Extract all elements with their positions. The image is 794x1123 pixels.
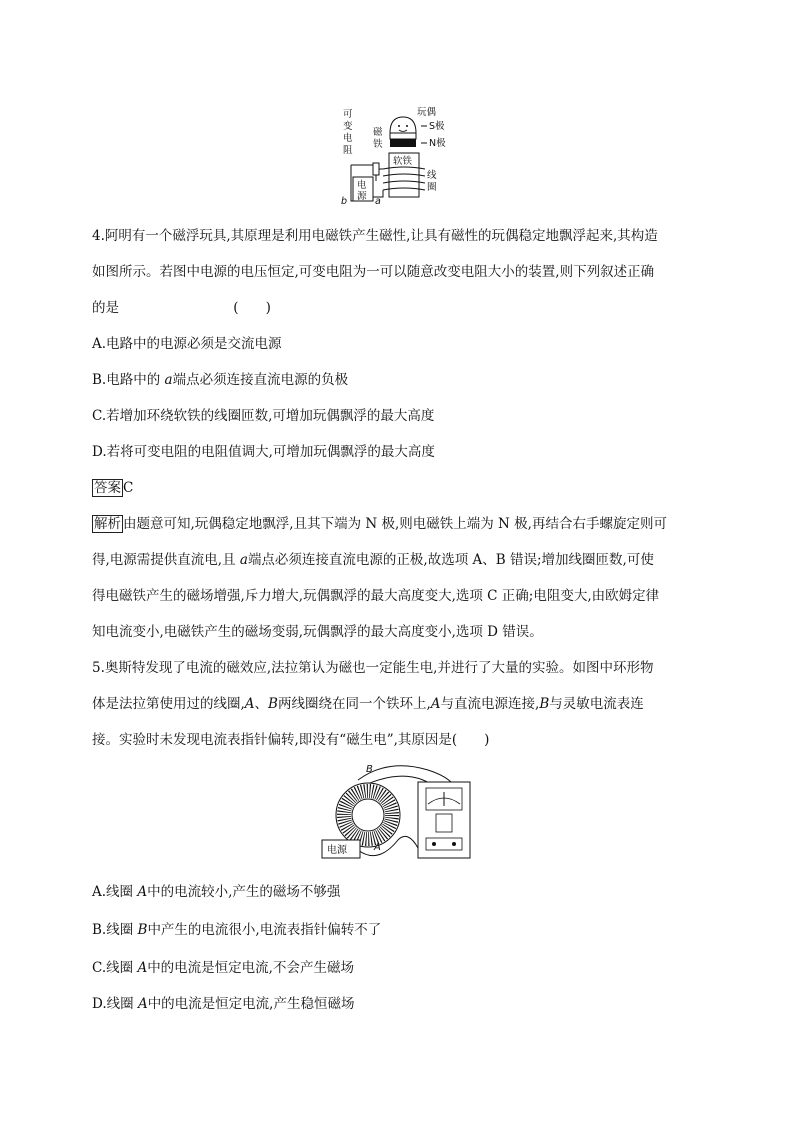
analysis-tag: 解析 — [94, 516, 121, 532]
variable-a: a — [164, 372, 173, 388]
maglev-toy-figure — [335, 105, 475, 205]
faraday-ring-figure — [318, 760, 478, 870]
option-text: B.电路中的 — [92, 372, 165, 388]
terminal-b: b — [341, 196, 348, 205]
answer-tag: 答案 — [94, 480, 121, 496]
q5-stem-line1: 5.奥斯特发现了电流的磁效应,法拉第认为磁也一定能生电,并进行了大量的实验。如图中环形物 — [92, 660, 654, 676]
power-label-char: 电 — [357, 180, 367, 191]
coil-b-ref: B — [268, 696, 278, 712]
option-text: 端点必须连接直流电源的负极 — [172, 372, 349, 388]
coil-a-ref: A — [244, 696, 255, 712]
coil-a-label: A — [374, 842, 381, 853]
power-label: 电源 — [327, 845, 347, 856]
q5-option-a: A.线圈 A中的电流较小,产生的磁场不够强 — [92, 884, 341, 900]
q5-option-c: C.线圈 A中的电流是恒定电流,不会产生磁场 — [92, 960, 354, 976]
coil-b-ref: B — [539, 696, 550, 712]
q4-stem-line3 — [92, 298, 271, 318]
variable-resistor-char: 可 — [343, 109, 353, 120]
q5-option-d: D.线圈 A中的电流是恒定电流,产生稳恒磁场 — [92, 996, 355, 1012]
q4-analysis-line2 — [92, 550, 654, 570]
q5-option-b: B.线圈 B中产生的电流很小,电流表指针偏转不了 — [92, 922, 382, 938]
doll-label: 玩偶 — [417, 107, 437, 118]
q4-option-a: A.电路中的电源必须是交流电源 — [92, 336, 282, 352]
answer-parentheses: ( ) — [233, 300, 271, 316]
q4-stem-line1: 4.阿明有一个磁浮玩具,其原理是利用电磁铁产生磁性,让具有磁性的玩偶稳定地飘浮起来,其构造 — [92, 228, 658, 244]
q4-option-b — [92, 370, 348, 390]
magnet-label-char: 铁 — [373, 139, 383, 150]
variable-resistor-char: 变 — [343, 121, 353, 132]
analysis-text: 端点必须连接直流电源的正极,故选项 A、B 错误;增加线圈匝数,可使 — [247, 552, 654, 568]
q4-analysis-line3: 得电磁铁产生的磁场增强,斥力增大,玩偶飘浮的最大高度变大,选项 C 正确;电阻变大,由欧姆定律 — [92, 588, 660, 604]
coil-label-char: 线 — [427, 170, 437, 181]
q4-option-d: D.若将可变电阻的电阻值调大,可增加玩偶飘浮的最大高度 — [92, 444, 435, 460]
q4-answer — [92, 478, 133, 498]
q5-stem-line2: 体是法拉第使用过的线圈,A、B两线圈绕在同一个铁环上,A与直流电源连接,B与灵敏电流表连 — [92, 696, 644, 712]
q4-stem-line2: 如图所示。若图中电源的电压恒定,可变电阻为一可以随意改变电阻大小的装置,则下列叙述正确 — [92, 264, 655, 280]
q4-option-c: C.若增加环绕软铁的线圈匝数,可增加玩偶飘浮的最大高度 — [92, 408, 435, 424]
n-pole-label: N极 — [429, 138, 446, 149]
magnet-label-char: 磁 — [373, 127, 383, 138]
s-pole-label: S极 — [429, 121, 445, 132]
doll — [390, 117, 416, 147]
power-label-char: 源 — [357, 191, 367, 202]
soft-iron-label: 软铁 — [393, 156, 413, 167]
coil-b-label: B — [366, 764, 373, 775]
q4-analysis-line1 — [92, 514, 667, 534]
coil-a-ref: A — [430, 696, 441, 712]
magnet-block — [390, 139, 416, 147]
answer-value: C — [123, 480, 134, 496]
analysis-text: 由题意可知,玩偶稳定地飘浮,且其下端为 N 极,则电磁铁上端为 N 极,再结合右手螺旋定则可 — [123, 516, 667, 532]
q4-analysis-line4: 知电流变小,电磁铁产生的磁场变弱,玩偶飘浮的最大高度变小,选项 D 错误。 — [92, 624, 543, 640]
variable-resistor-char: 阻 — [343, 145, 353, 156]
variable-resistor-char: 电 — [343, 133, 353, 144]
terminal-a: a — [375, 196, 381, 205]
q4-stem-end: 的是 — [92, 300, 119, 316]
variable-a: a — [239, 552, 248, 568]
analysis-text: 得,电源需提供直流电,且 — [92, 552, 240, 568]
variable-resistor — [373, 163, 379, 175]
q5-stem-line3: 接。实验时未发现电流表指针偏转,即没有“磁生电”,其原因是( ) — [92, 732, 490, 748]
coil-label-char: 圈 — [427, 182, 437, 193]
